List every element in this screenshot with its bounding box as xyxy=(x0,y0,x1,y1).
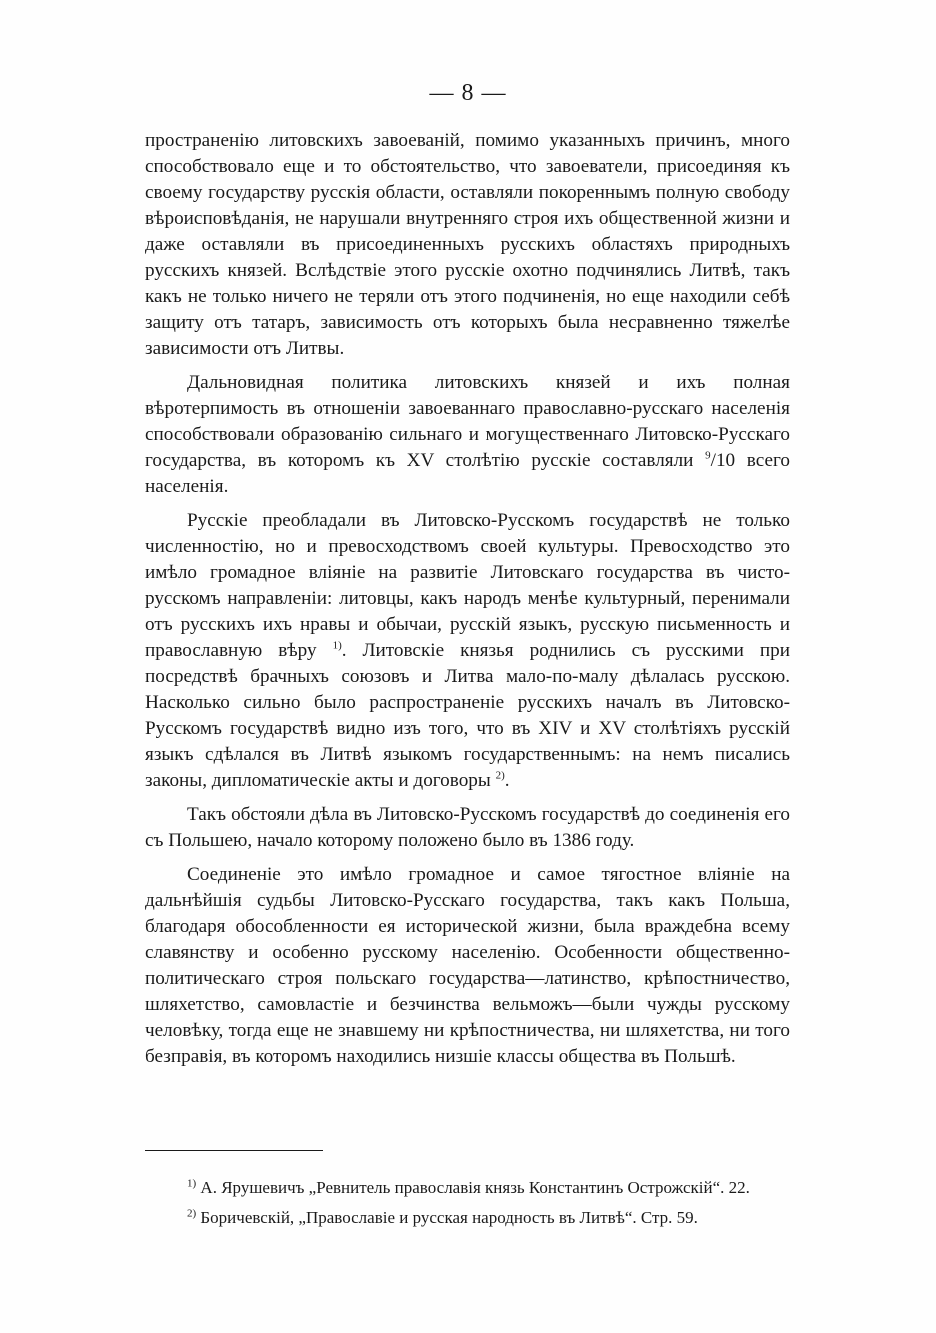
footnote-2-text: Боричевскій, „Православіе и русская народность въ Литвѣ“. Стр. 59. xyxy=(196,1208,698,1227)
fraction-numerator: 9 xyxy=(705,449,711,462)
footnote-1-marker: 1) xyxy=(187,1177,197,1190)
footnote-1-text: А. Ярушевичъ „Ревнитель православія князь Константинъ Острожскій“. 22. xyxy=(196,1178,750,1197)
paragraph-3-end: . xyxy=(504,770,510,791)
footnote-divider xyxy=(145,1150,323,1151)
footnote-2 xyxy=(145,1206,790,1230)
paragraph-2: Дальновидная политика литовскихъ князей и ихъ полная вѣротерпимость въ отношеніи завоеваннаго православно-русскаго населенія способствовали образованію сильнаго и могущественнаго Литовско-Русскаго государства, въ которомъ къ XV столѣтію русскіе составляли $^9$/10 всего населенія. xyxy=(145,372,790,497)
footnote-1 xyxy=(145,1176,790,1200)
paragraph-3 xyxy=(145,508,790,794)
paragraph-3-tail: . Литовскіе князья роднились съ русскими при посредствѣ брачныхъ союзовъ и Литва мало-по-малу дѣлалась русскою. Насколько сильно было распространеніе русскихъ началъ въ Литовско-Русскомъ государствѣ видно изъ того, что въ XIV и XV столѣтіяхъ русскій языкъ сдѣлался въ Литвѣ языкомъ государственнымъ: на немъ писались законы, дипломатическіе акты и договоры xyxy=(145,640,791,791)
paragraph-2-text: Дальновидная политика литовскихъ князей и ихъ полная вѣротерпимость въ отношеніи завоеваннаго православно-русскаго населенія способствовали образованію сильнаго и могущественнаго Литовско-Русскаго государства, въ которомъ къ XV столѣтію русскіе составляли xyxy=(145,372,790,471)
footnote-2-marker: 2) xyxy=(187,1207,197,1220)
page-number: — 8 — xyxy=(429,80,507,106)
paragraph-1: пространенію литовскихъ завоеваній, помимо указанныхъ причинъ, много способствовало еще и то обстоятельство, что завоеватели, присоединяя къ своему государству русскія области, оставляли покореннымъ полную свободу вѣроисповѣданія, не нарушали внутренняго строя ихъ общественной жизни и даже оставляли въ присоединенныхъ русскихъ областяхъ природныхъ русскихъ князей. Вслѣдствіе этого русскіе охотно подчинялись Литвѣ, такъ какъ не только ничего не теряли отъ этого подчиненія, но еще находили себѣ защиту отъ татаръ, зависимость отъ которыхъ была несравненно тяжелѣе зависимости отъ Литвы. xyxy=(145,130,790,359)
footnote-ref-2[interactable]: 2) xyxy=(495,769,505,782)
fraction-denominator: 10 xyxy=(715,450,736,471)
footnote-ref-1[interactable]: 1) xyxy=(332,639,342,652)
main-text xyxy=(145,128,790,1078)
paragraph-4: Такъ обстояли дѣла въ Литовско-Русскомъ государствѣ до соединенія его съ Польшею, начало которому положено было въ 1386 году. xyxy=(145,804,790,851)
paragraph-2-end: всего населенія. xyxy=(145,450,790,497)
footnotes xyxy=(145,1176,790,1236)
paragraph-3-text: Русскіе преобладали въ Литовско-Русскомъ государствѣ не только численностію, но и превосходствомъ своей культуры. Превосходство это имѣло громадное вліяніе на развитіе Литовскаго государства въ чисто-русскомъ направленіи: литовцы, какъ народъ менѣе культурный, перенимали отъ русскихъ ихъ нравы и обычаи, русскій языкъ, русскую письменность и православную вѣру xyxy=(145,510,790,661)
paragraph-5: Соединеніе это имѣло громадное и самое тягостное вліяніе на дальнѣйшія судьбы Литовско-Русскаго государства, такъ какъ Польша, благодаря обособленности ея исторической жизни, была враждебна всему славянству и особенно русскому населенію. Особенности общественно-политическаго строя польскаго государства—латинство, крѣпостничество, шляхетство, самовластіе и безчинства вельможъ—были чужды русскому человѣку, тогда еще не знавшему ни крѣпостничества, ни шляхетства, ни того безправія, въ которомъ находились низшіе классы общества въ Польшѣ. xyxy=(145,864,790,1067)
